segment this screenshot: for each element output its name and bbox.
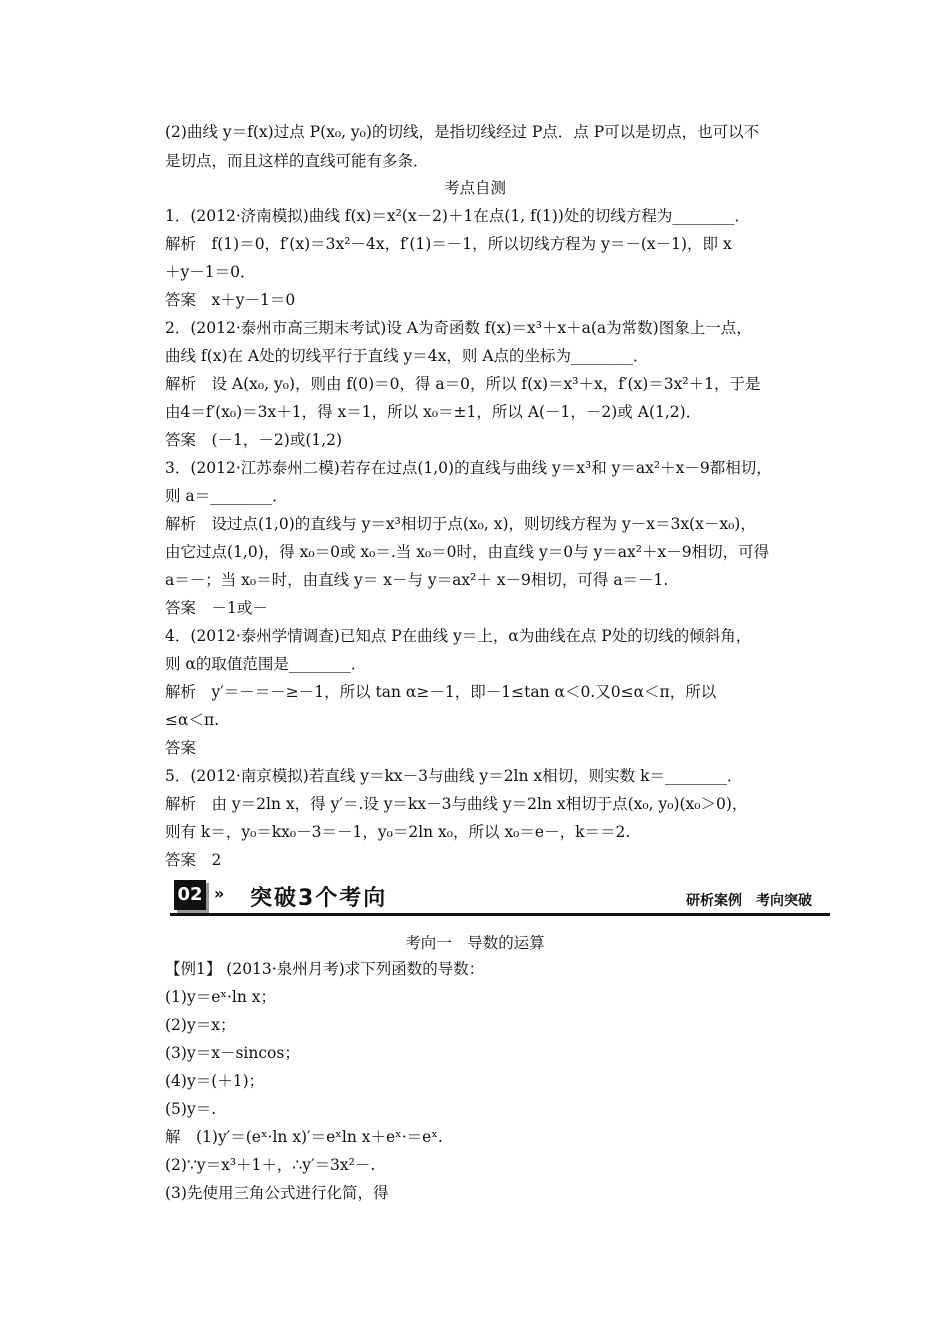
text-line: 答案 (－1，－2)或(1,2) bbox=[165, 431, 343, 449]
text-line: 由4＝f′(x₀)＝3x＋1，得 x＝1，所以 x₀＝±1，所以 A(－1，－2)或 A(1,2)． bbox=[165, 403, 702, 421]
text-line: 解 (1)y′＝(eˣ·ln x)′＝eˣln x＋eˣ·＝eˣ. bbox=[165, 1128, 443, 1146]
text-line: 答案 bbox=[165, 739, 197, 757]
section-banner bbox=[170, 876, 830, 916]
text-line: 则 a＝________． bbox=[165, 487, 288, 505]
text-line: 【例1】 (2013·泉州月考)求下列函数的导数： bbox=[165, 960, 485, 978]
text-line: 由它过点(1,0)，得 x₀＝0或 x₀＝.当 x₀＝0时，由直线 y＝0与 y＝ax²＋x－9相切，可得 bbox=[165, 543, 770, 561]
text-line: 答案 －1或－ bbox=[165, 599, 268, 617]
text-line: 3．(2012·江苏泰州二模)若存在过点(1,0)的直线与曲线 y＝x³和 y＝ax²＋x－9都相切， bbox=[165, 459, 772, 477]
text-line: 则 α的取值范围是________． bbox=[165, 655, 367, 673]
text-line: 解析 设 A(x₀, y₀)，则由 f(0)＝0，得 a＝0，所以 f(x)＝x³＋x，f′(x)＝3x²＋1，于是 bbox=[165, 375, 761, 393]
text-line: 解析 设过点(1,0)的直线与 y＝x³相切于点(x₀, x)，则切线方程为 y－x＝3x(x－x₀)， bbox=[165, 515, 756, 533]
text-line: a＝－；当 x₀＝时，由直线 y＝ x－与 y＝ax²＋ x－9相切，可得 a＝－1. bbox=[165, 571, 669, 589]
text-line: 解析 f(1)＝0，f′(x)＝3x²－4x，f′(1)＝－1，所以切线方程为 y＝－(x－1)，即 x bbox=[165, 235, 732, 253]
text-line: 解析 y′＝－＝－≥－1，所以 tan α≥－1，即－1≤tan α＜0.又0≤α＜π，所以 bbox=[165, 683, 717, 701]
text-line: (1)y＝eˣ·ln x； bbox=[165, 988, 276, 1006]
text-line: (3)y＝x－sincos； bbox=[165, 1044, 300, 1062]
banner-subtitle: 研析案例 考向突破 bbox=[686, 893, 812, 909]
section-heading: 考向一 导数的运算 bbox=[405, 934, 545, 952]
text-line: 则有 k＝，y₀＝kx₀－3＝－1，y₀＝2ln x₀，所以 x₀＝e－，k＝＝2. bbox=[165, 823, 631, 841]
text-line: (2)∵y＝x³＋1＋，∴y′＝3x²－. bbox=[165, 1156, 376, 1174]
text-line: (3)先使用三角公式进行化简，得 bbox=[165, 1184, 389, 1202]
text-line: 答案 2 bbox=[165, 851, 222, 869]
chevron-right-icon: » bbox=[214, 884, 225, 903]
text-line: 答案 x＋y－1＝0 bbox=[165, 291, 296, 309]
section-heading: 考点自测 bbox=[443, 179, 506, 197]
text-line: 4．(2012·泰州学情调查)已知点 P在曲线 y＝上，α为曲线在点 P处的切线的倾斜角， bbox=[165, 627, 752, 645]
text-line: ≤α＜π. bbox=[165, 711, 220, 729]
text-line: 是切点，而且这样的直线可能有多条． bbox=[165, 152, 429, 170]
text-line: 2．(2012·泰州市高三期末考试)设 A为奇函数 f(x)＝x³＋x＋a(a为常数)图象上一点， bbox=[165, 319, 752, 337]
text-line: ＋y－1＝0． bbox=[165, 263, 256, 281]
text-line: (4)y＝(＋1)； bbox=[165, 1072, 265, 1090]
banner-rule bbox=[170, 913, 830, 916]
text-line: (2)曲线 y＝f(x)过点 P(x₀, y₀)的切线，是指切线经过 P点．点 P可以是切点，也可以不 bbox=[165, 123, 760, 141]
banner-title: 突破3个考向 bbox=[250, 886, 388, 911]
text-line: 解析 由 y＝2ln x，得 y′＝.设 y＝kx－3与曲线 y＝2ln x相切于点(x₀, y₀)(x₀＞0)， bbox=[165, 795, 748, 813]
section-number-badge: 02 bbox=[174, 880, 206, 910]
text-line: 5．(2012·南京模拟)若直线 y＝kx－3与曲线 y＝2ln x相切，则实数 k＝________． bbox=[165, 767, 743, 785]
text-line: (5)y＝. bbox=[165, 1100, 217, 1118]
text-line: 1．(2012·济南模拟)曲线 f(x)＝x²(x－2)＋1在点(1, f(1))处的切线方程为________． bbox=[165, 207, 750, 225]
text-line: (2)y＝x； bbox=[165, 1016, 236, 1034]
text-line: 曲线 f(x)在 A处的切线平行于直线 y＝4x，则 A点的坐标为________． bbox=[165, 347, 649, 365]
